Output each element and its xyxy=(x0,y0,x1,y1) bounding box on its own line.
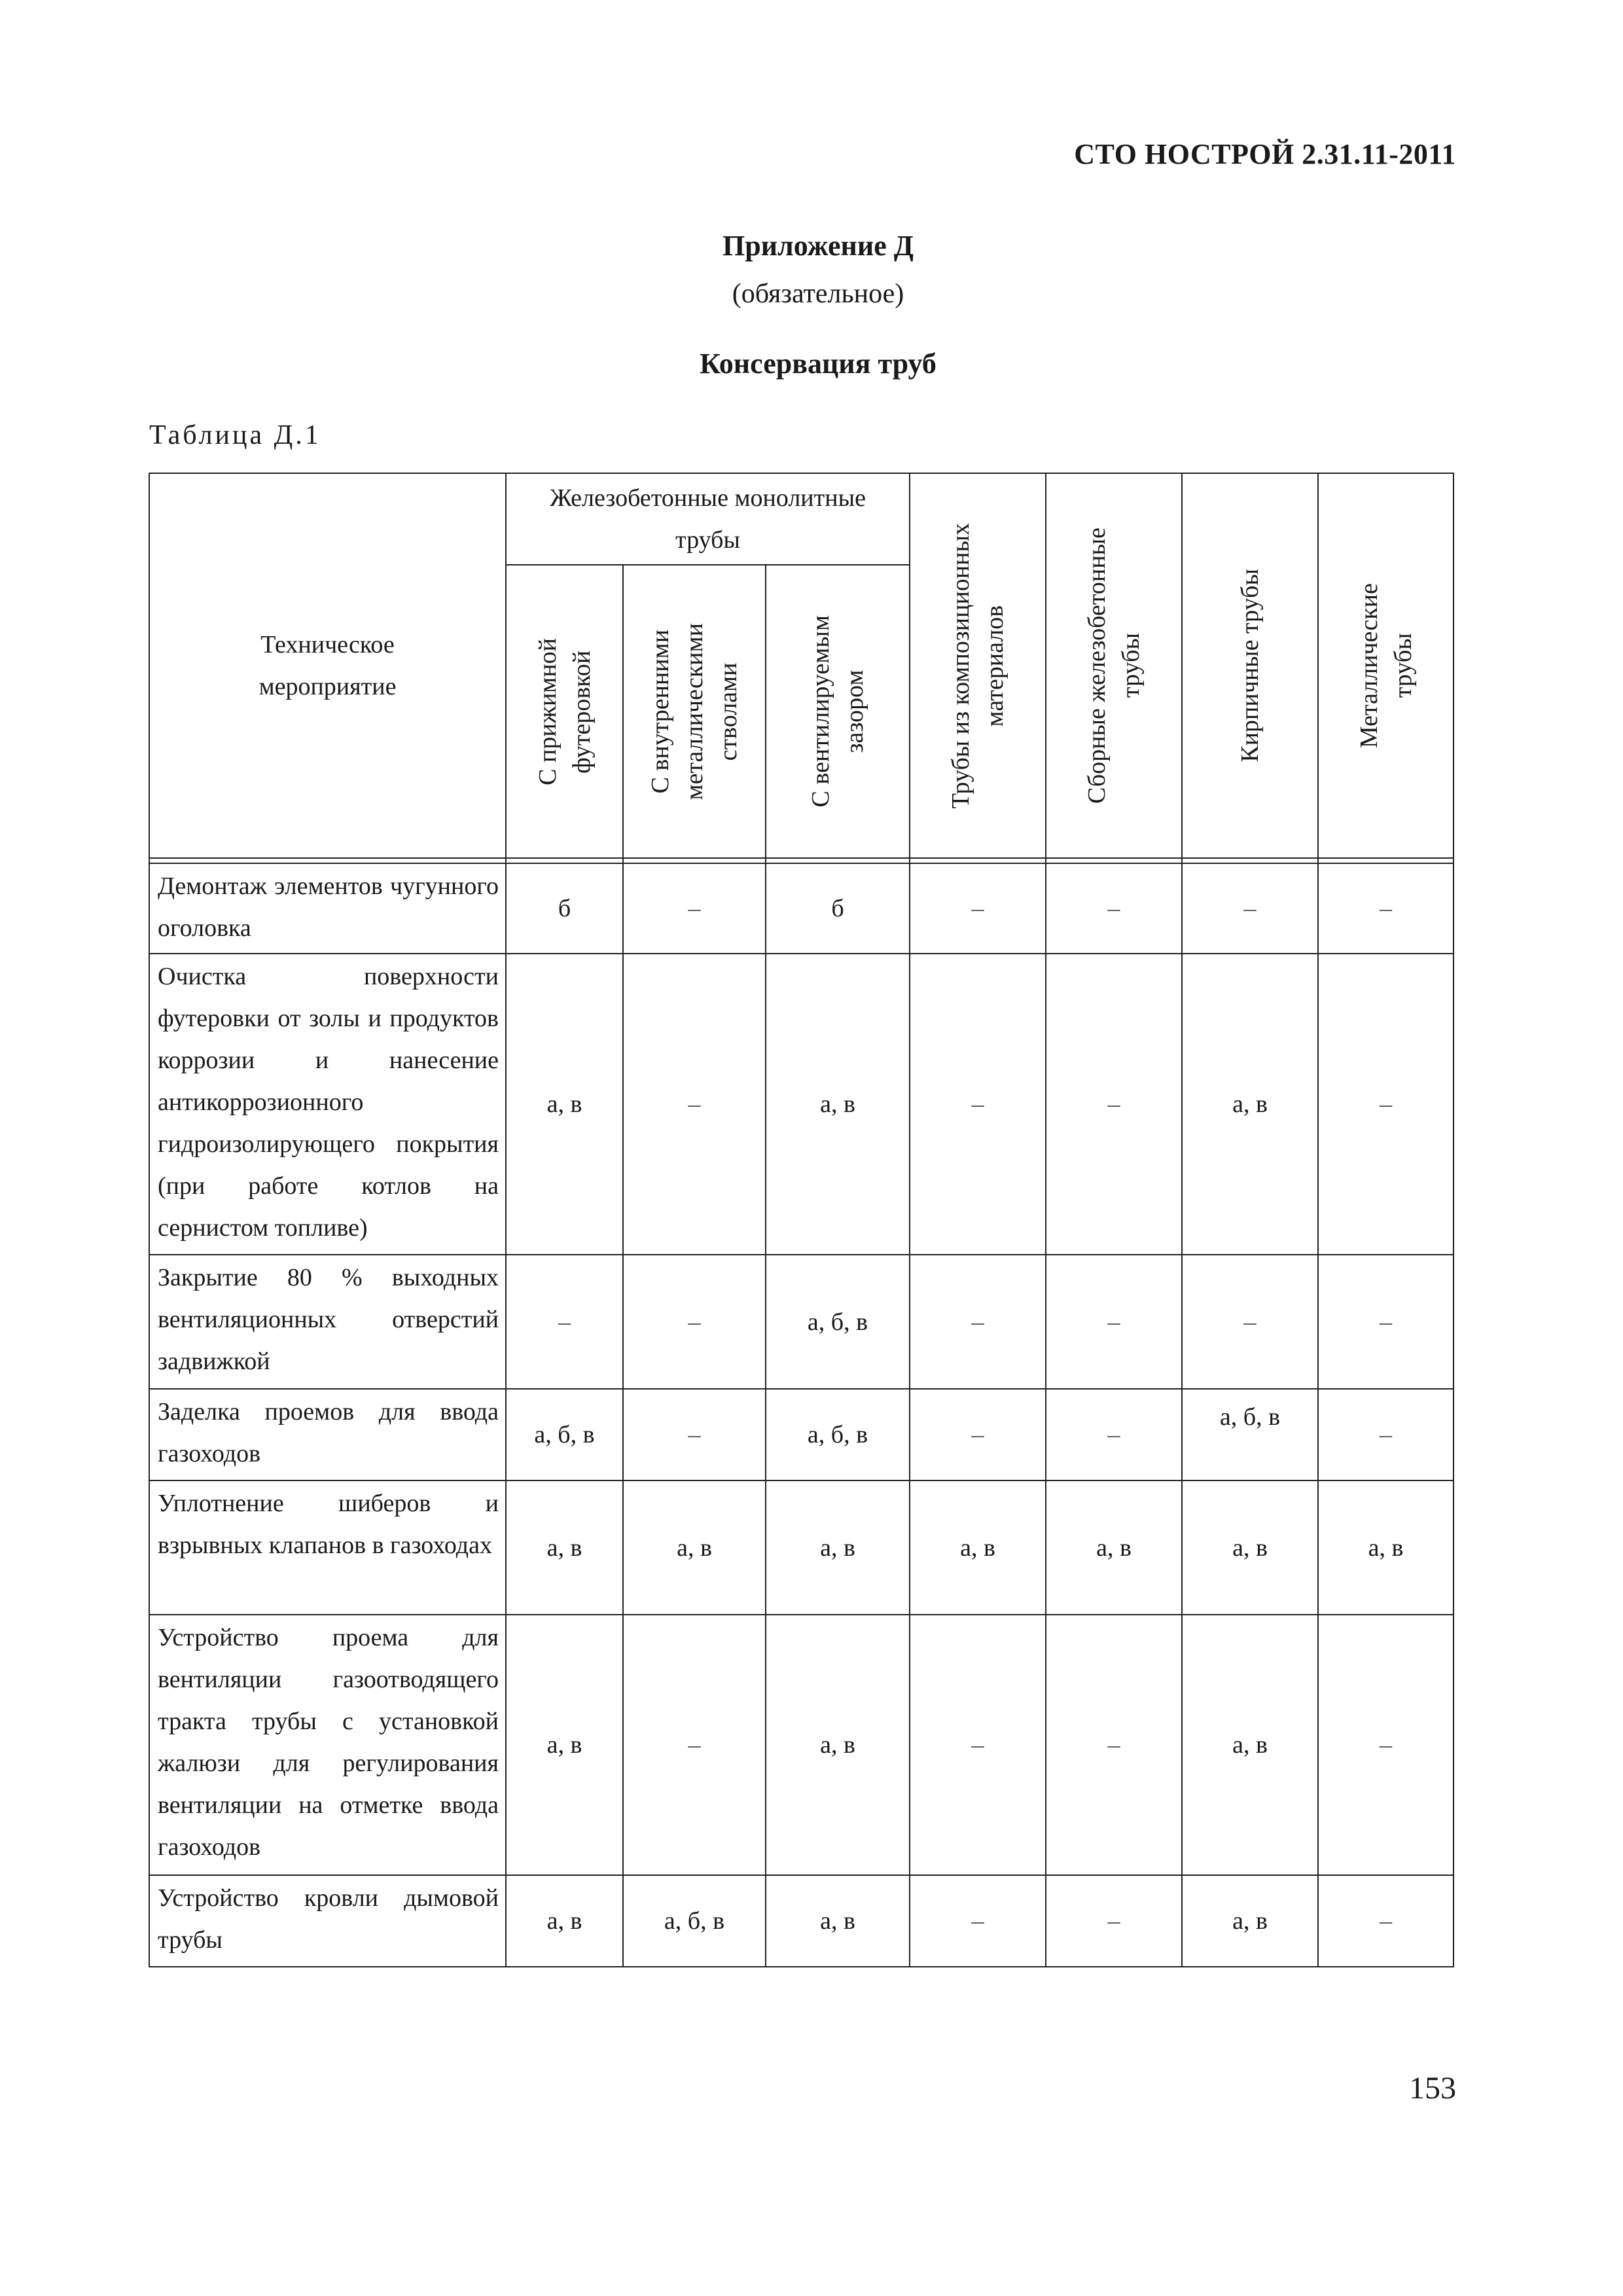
table-cell: а, б, в xyxy=(1182,1389,1318,1480)
table-cell: а, в xyxy=(1046,1480,1182,1615)
header-metal-pipes: Металлические трубы xyxy=(1318,473,1454,858)
table-cell: а, б, в xyxy=(623,1875,766,1967)
row-label: Заделка проемов для ввода газоходов xyxy=(149,1389,506,1480)
table-cell: а, б, в xyxy=(766,1255,910,1389)
table-cell: – xyxy=(1182,1255,1318,1389)
table-cell: – xyxy=(623,1255,766,1389)
table-cell: а, в xyxy=(910,1480,1046,1615)
table-cell: а, в xyxy=(623,1480,766,1615)
appendix-subject: Консервация труб xyxy=(700,348,936,380)
table-cell: – xyxy=(1182,863,1318,954)
table-cell: – xyxy=(1046,1255,1182,1389)
table-cell: – xyxy=(910,1255,1046,1389)
table-cell: а, в xyxy=(506,1875,623,1967)
header-brick-pipes: Кирпичные трубы xyxy=(1182,473,1318,858)
table-cell: а, б, в xyxy=(766,1389,910,1480)
table-cell: а, б, в xyxy=(506,1389,623,1480)
header-composite-pipes: Трубы из композиционных материалов xyxy=(910,473,1046,858)
table-caption: Таблица Д.1 xyxy=(149,420,321,450)
table-cell: – xyxy=(506,1255,623,1389)
table-cell: – xyxy=(623,1615,766,1875)
table-cell: – xyxy=(1318,1389,1454,1480)
row-label: Демонтаж элементов чугунного оголовка xyxy=(149,863,506,954)
table-cell: а, в xyxy=(1182,1615,1318,1875)
table-cell: – xyxy=(910,1615,1046,1875)
table-cell: – xyxy=(1318,1615,1454,1875)
table-cell: – xyxy=(910,1875,1046,1967)
table-row xyxy=(149,954,1454,1255)
table-cell: а, в xyxy=(506,954,623,1255)
table-cell: а, в xyxy=(1182,1875,1318,1967)
header-group-monolithic: Железобетонные монолитные трубы xyxy=(506,473,910,565)
table-cell: б xyxy=(766,863,910,954)
header-pressed-lining: С прижимной футеровкой xyxy=(506,565,623,858)
table-cell: б xyxy=(506,863,623,954)
table-cell: а, в xyxy=(766,1875,910,1967)
table-cell: – xyxy=(910,863,1046,954)
table-cell: а, в xyxy=(1182,1480,1318,1615)
table-row xyxy=(149,1875,1454,1967)
page-number: 153 xyxy=(1409,2071,1456,2106)
table-cell: – xyxy=(1318,954,1454,1255)
table-cell: а, в xyxy=(1182,954,1318,1255)
appendix-title: Приложение Д xyxy=(722,230,914,262)
table-cell: а, в xyxy=(506,1615,623,1875)
table-cell: – xyxy=(910,1389,1046,1480)
table-cell: – xyxy=(1046,1389,1182,1480)
table-row xyxy=(149,1480,1454,1615)
header-tech-measure: Техническое мероприятие xyxy=(149,473,506,858)
table-cell: а, в xyxy=(766,954,910,1255)
table-cell: – xyxy=(1046,954,1182,1255)
table-cell: – xyxy=(1318,1875,1454,1967)
appendix-status: (обязательное) xyxy=(732,279,904,309)
conservation-table xyxy=(149,473,1454,1967)
document-code: СТО НОСТРОЙ 2.31.11-2011 xyxy=(1074,138,1456,170)
table-cell: а, в xyxy=(766,1615,910,1875)
table-row xyxy=(149,1615,1454,1875)
table-cell: а, в xyxy=(766,1480,910,1615)
table-cell: – xyxy=(623,863,766,954)
row-label: Очистка поверхности футеровки от золы и продуктов коррозии и нанесение антикоррозионного гидроизолирующего покрытия (при работе котлов на сернистом топливе) xyxy=(149,954,506,1255)
header-inner-metal-shafts: С внутренними металлическими стволами xyxy=(623,565,766,858)
table-cell: – xyxy=(1046,1875,1182,1967)
table-cell: – xyxy=(1318,1255,1454,1389)
row-label: Закрытие 80 % выходных вентиляционных отверстий задвижкой xyxy=(149,1255,506,1389)
row-label: Устройство кровли дымовой трубы xyxy=(149,1875,506,1967)
header-precast-pipes: Сборные железобетонные трубы xyxy=(1046,473,1182,858)
table-cell: – xyxy=(623,954,766,1255)
table-cell: – xyxy=(910,954,1046,1255)
table-row xyxy=(149,1255,1454,1389)
table-row xyxy=(149,863,1454,954)
table-cell: – xyxy=(1046,863,1182,954)
header-ventilated-gap: С вентилируемым зазором xyxy=(766,565,910,858)
table-row xyxy=(149,1389,1454,1480)
table-cell: – xyxy=(623,1389,766,1480)
row-label: Уплотнение шиберов и взрывных клапанов в газоходах xyxy=(149,1480,506,1615)
table-cell: а, в xyxy=(1318,1480,1454,1615)
row-label: Устройство проема для вентиляции газоотводящего тракта трубы с установкой жалюзи для регулирования вентиляции на отметке ввода газоходов xyxy=(149,1615,506,1875)
table-cell: а, в xyxy=(506,1480,623,1615)
table-cell: – xyxy=(1046,1615,1182,1875)
table-cell: – xyxy=(1318,863,1454,954)
